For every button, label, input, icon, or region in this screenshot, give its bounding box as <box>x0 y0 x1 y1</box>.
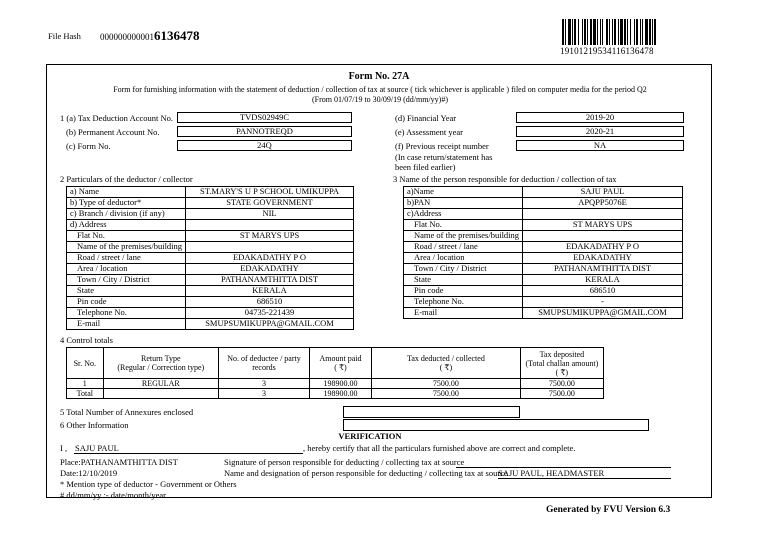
row-label: Area / location <box>404 253 523 264</box>
row1-tax: 7500.00 <box>372 379 521 389</box>
row1-sr: 1 <box>67 379 104 389</box>
row-label: Pin code <box>67 297 186 308</box>
table-row <box>404 209 683 220</box>
row-label: Pin code <box>404 286 523 297</box>
row-value <box>186 242 354 253</box>
table-row <box>404 187 683 198</box>
form-subtitle-line2: (From 01/07/19 to 30/09/19 (dd/mm/yy)#) <box>312 95 448 104</box>
note-date-format: # dd/mm/yy :- date/month/year <box>60 490 166 500</box>
row-value <box>523 209 683 220</box>
table-row <box>67 319 354 330</box>
tan-value: TVDS02949C <box>177 112 352 123</box>
row-label: Town / City / District <box>404 264 523 275</box>
col-return-type-line1: Return Type <box>141 354 181 363</box>
designation-label: Name and designation of person responsible for deducting / collecting tax at source <box>224 468 508 478</box>
prev-receipt-label: (f) Previous receipt number <box>395 141 489 151</box>
ay-value: 2020-21 <box>516 126 684 137</box>
col-return-type <box>103 348 218 379</box>
control-totals-header-row <box>67 348 604 379</box>
verification-i: I , <box>60 443 68 453</box>
prev-note-line1: (In case return/statement has <box>395 152 493 162</box>
form-no-value: 24Q <box>177 140 352 151</box>
verification-name: SAJU PAUL <box>74 443 303 454</box>
table-row-total <box>67 389 604 399</box>
col-deductees-line2: records <box>252 363 276 372</box>
table-row <box>67 242 354 253</box>
row-label: Flat No. <box>67 231 186 242</box>
prev-receipt-value: NA <box>516 140 684 151</box>
row-label: Flat No. <box>404 220 523 231</box>
row-label: c)Address <box>404 209 523 220</box>
table-row <box>67 198 354 209</box>
total-type <box>103 389 218 399</box>
table-row <box>67 187 354 198</box>
row-value: 686510 <box>186 297 354 308</box>
row-value: 04735-221439 <box>186 308 354 319</box>
col-amount <box>309 348 371 379</box>
table-row <box>67 231 354 242</box>
table-row <box>404 264 683 275</box>
total-deposited: 7500.00 <box>520 389 603 399</box>
row-value: ST.MARY'S U P SCHOOL UMIKUPPA <box>186 187 354 198</box>
table-row <box>404 286 683 297</box>
table-row <box>404 220 683 231</box>
row-value: EDAKADATHY <box>523 253 683 264</box>
col-return-type-line2: (Regular / Correction type) <box>117 363 205 372</box>
table-row <box>404 308 683 319</box>
row-label: d) Address <box>67 220 186 231</box>
col-amount-line2: ( ₹) <box>334 363 347 372</box>
col-deductees <box>218 348 309 379</box>
pan-label: (b) Permanent Account No. <box>66 127 160 137</box>
total-label: Total <box>67 389 104 399</box>
prev-note-line2: been filed earlier) <box>395 162 456 172</box>
pan-value: PANNOTREQD <box>177 126 352 137</box>
table-row <box>67 253 354 264</box>
prev-receipt-note <box>395 152 492 172</box>
table-row <box>67 297 354 308</box>
row-value: KERALA <box>523 275 683 286</box>
note-deductor: * Mention type of deductor - Government or Others <box>60 479 237 489</box>
row1-deposited: 7500.00 <box>520 379 603 389</box>
row-label: Telephone No. <box>404 297 523 308</box>
file-hash-value <box>100 28 200 44</box>
row-label: Name of the premises/building <box>67 242 186 253</box>
date-label: Date: <box>60 468 79 478</box>
row-value: - <box>523 297 683 308</box>
row1-records: 3 <box>218 379 309 389</box>
designation-value: SAJU PAUL, HEADMASTER <box>498 468 671 479</box>
table-row <box>67 379 604 389</box>
table-row <box>404 253 683 264</box>
other-info-label: 6 Other Information <box>60 420 129 430</box>
row-value: NIL <box>186 209 354 220</box>
col-deductees-line1: No. of deductee / party <box>227 354 301 363</box>
col-srno: Sr. No. <box>67 348 104 379</box>
row-value: SMUPSUMIKUPPA@GMAIL.COM <box>186 319 354 330</box>
row-value: SMUPSUMIKUPPA@GMAIL.COM <box>523 308 683 319</box>
file-hash-prefix: 000000000001 <box>100 32 154 42</box>
row1-type: REGULAR <box>103 379 218 389</box>
signature-line <box>456 457 671 468</box>
row-label: Road / street / lane <box>67 253 186 264</box>
row1-amount: 198900.00 <box>309 379 371 389</box>
row-label: State <box>404 275 523 286</box>
row-label: Name of the premises/building <box>404 231 523 242</box>
row-label: a)Name <box>404 187 523 198</box>
table-row <box>67 209 354 220</box>
row-label: Area / location <box>67 264 186 275</box>
file-hash-suffix: 6136478 <box>154 28 200 43</box>
table-row <box>67 286 354 297</box>
table-row <box>67 264 354 275</box>
row-value: SAJU PAUL <box>523 187 683 198</box>
row-value: APQPP5076E <box>523 198 683 209</box>
ay-label: (e) Assessment year <box>395 127 463 137</box>
row-label: b)PAN <box>404 198 523 209</box>
row-label: E-mail <box>67 319 186 330</box>
deductor-table <box>66 186 354 330</box>
col-dep-line3: ( ₹) <box>555 367 569 377</box>
total-tax: 7500.00 <box>372 389 521 399</box>
table-row <box>404 242 683 253</box>
col-deposited <box>520 348 603 379</box>
total-records: 3 <box>218 389 309 399</box>
row-value: EDAKADATHY P O <box>523 242 683 253</box>
row-value: STATE GOVERNMENT <box>186 198 354 209</box>
verification-heading: VERIFICATION <box>338 431 402 441</box>
control-totals-heading: 4 Control totals <box>60 335 113 345</box>
annexures-value <box>343 406 520 418</box>
row-label: Road / street / lane <box>404 242 523 253</box>
row-value: PATHANAMTHITTA DIST <box>523 264 683 275</box>
table-row <box>67 220 354 231</box>
barcode-number: 19101219534116136478 <box>560 46 654 56</box>
table-row <box>404 198 683 209</box>
form-title: Form No. 27A <box>348 71 410 82</box>
row-value: ST MARYS UPS <box>523 220 683 231</box>
row-label: a) Name <box>67 187 186 198</box>
fvu-version: Generated by FVU Version 6.3 <box>546 505 671 515</box>
place-label: Place: <box>60 457 81 467</box>
col-tax <box>372 348 521 379</box>
row-value <box>523 231 683 242</box>
col-dep-line2: (Total challan amount) <box>525 358 599 368</box>
form-subtitle <box>60 85 700 105</box>
col-tax-line1: Tax deducted / collected <box>406 354 485 363</box>
table-row <box>404 231 683 242</box>
form-no-label: (c) Form No. <box>66 141 111 151</box>
row-label: Town / City / District <box>67 275 186 286</box>
total-amount: 198900.00 <box>309 389 371 399</box>
col-tax-line2: ( ₹) <box>439 363 453 372</box>
fy-label: (d) Financial Year <box>395 113 457 123</box>
row-value: EDAKADATHY <box>186 264 354 275</box>
row-value: PATHANAMTHITTA DIST <box>186 275 354 286</box>
row-value: EDAKADATHY P O <box>186 253 354 264</box>
annexures-label: 5 Total Number of Annexures enclosed <box>60 407 194 417</box>
table-row <box>67 308 354 319</box>
row-value: 686510 <box>523 286 683 297</box>
row-label: Telephone No. <box>67 308 186 319</box>
tan-label: 1 (a) Tax Deduction Account No. <box>60 113 174 123</box>
deductor-heading: 2 Particulars of the deductor / collector <box>60 174 193 184</box>
row-label: b) Type of deductor* <box>67 198 186 209</box>
fy-value: 2019-20 <box>516 112 684 123</box>
row-label: E-mail <box>404 308 523 319</box>
other-info-value <box>343 419 649 431</box>
row-value <box>186 220 354 231</box>
row-label: State <box>67 286 186 297</box>
row-value: KERALA <box>186 286 354 297</box>
form-subtitle-line1: Form for furnishing information with the statement of deduction / collection of tax at source ( tick whichever is applicable ) filed on computer media for the period Q2 <box>113 85 647 94</box>
responsible-heading: 3 Name of the person responsible for deduction / collection of tax <box>393 174 617 184</box>
place-row <box>60 457 178 467</box>
barcode-image <box>562 19 690 45</box>
table-row <box>67 275 354 286</box>
date-value: 12/10/2019 <box>78 468 118 478</box>
row-value: ST MARYS UPS <box>186 231 354 242</box>
row-label: c) Branch / division (if any) <box>67 209 186 220</box>
col-dep-line1: Tax deposited <box>539 349 585 359</box>
signature-label: Signature of person responsible for deducting / collecting tax at source <box>224 457 465 467</box>
table-row <box>404 297 683 308</box>
responsible-table <box>403 186 683 319</box>
control-totals-table <box>66 347 604 399</box>
table-row <box>404 275 683 286</box>
verification-certify: , hereby certify that all the particulars furnished above are correct and complete. <box>303 443 576 453</box>
date-row <box>60 468 117 478</box>
place-value: PATHANAMTHITTA DIST <box>80 457 178 467</box>
col-amount-line1: Amount paid <box>319 354 362 363</box>
file-hash-label: File Hash <box>48 31 81 41</box>
